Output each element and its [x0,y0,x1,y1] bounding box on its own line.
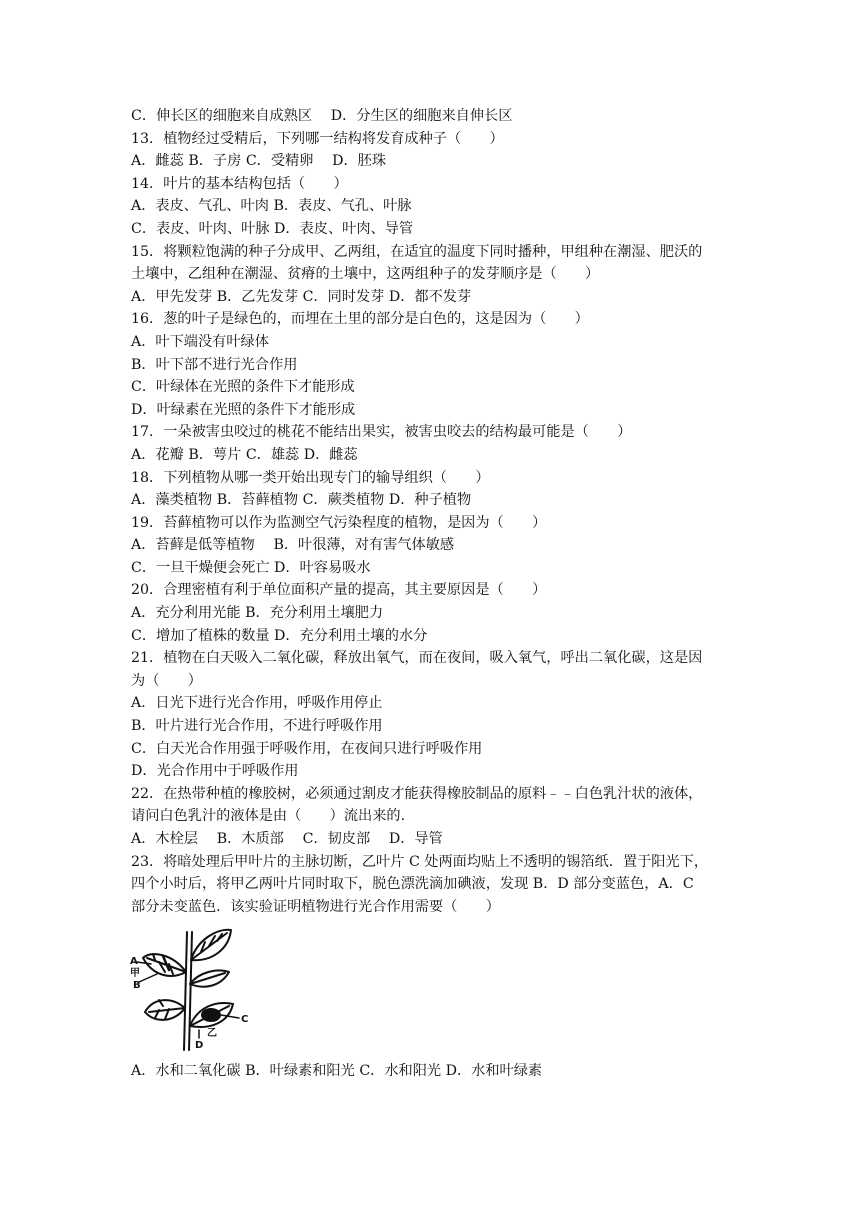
question-14: 14．叶片的基本结构包括（ ） [131,175,348,192]
option-line: D．光合作用中于呼吸作用 [131,763,299,780]
question-15: 15．将颗粒饱满的种子分成甲、乙两组，在适宜的温度下同时播种，甲组种在潮湿、肥沃的 [131,243,703,260]
option-line: A．充分利用光能 B．充分利用土壤肥力 [131,605,384,622]
option-line: C．增加了植株的数量 D．充分利用土壤的水分 [131,627,428,644]
option-line: C．白天光合作用强于呼吸作用，在夜间只进行呼吸作用 [131,740,483,757]
question-18: 18．下列植物从哪一类开始出现专门的输导组织（ ） [131,469,490,486]
option-line: C．一旦干燥便会死亡 D．叶容易吸水 [131,559,371,576]
option-line: A．水和二氧化碳 B．叶绿素和阳光 C．水和阳光 D．水和叶绿素 [131,1063,543,1080]
label-b: B [133,980,141,992]
label-d: D [195,1040,204,1052]
option-line: D．叶绿素在光照的条件下才能形成 [131,401,356,418]
option-line: A．藻类植物 B．苔藓植物 C．蕨类植物 D．种子植物 [131,492,472,509]
question-22-cont: 请问白色乳汁的液体是由（ ）流出来的. [131,808,406,825]
question-20: 20．合理密植有利于单位面积产量的提高，其主要原因是（ ） [131,582,547,599]
question-16: 16．葱的叶子是绿色的，而埋在土里的部分是白色的，这是因为（ ） [131,311,589,328]
question-13: 13．植物经过受精后，下列哪一结构将发育成种子（ ） [131,130,504,147]
label-c: C [241,1014,249,1026]
option-line: A．日光下进行光合作用，呼吸作用停止 [131,695,383,712]
option-line: B．叶片进行光合作用，不进行呼吸作用 [131,718,383,735]
label-jia: 甲 [130,968,140,980]
plant-leaf-figure [129,926,259,1054]
question-23-cont: 部分未变蓝色．该实验证明植物进行光合作用需要（ ） [131,898,500,915]
option-line: A．苔藓是低等植物 B．叶很薄，对有害气体敏感 [131,537,455,554]
option-line: A．甲先发芽 B．乙先发芽 C．同时发芽 D．都不发芽 [131,288,472,305]
question-17: 17．一朵被害虫咬过的桃花不能结出果实，被害虫咬去的结构最可能是（ ） [131,424,632,441]
option-line: A．花瓣 B．萼片 C．雄蕊 D．雌蕊 [131,446,358,463]
option-line: A．叶下端没有叶绿体 [131,333,269,350]
option-line: A．表皮、气孔、叶肉 B．表皮、气孔、叶脉 [131,198,412,215]
question-text [131,105,731,1083]
question-15-cont: 土壤中，乙组种在潮湿、贫瘠的土壤中，这两组种子的发芽顺序是（ ） [131,266,600,283]
question-23-cont: 四个小时后，将甲乙两叶片同时取下，脱色漂洗滴加碘液，发现 B．D 部分变蓝色，A．C [131,876,694,893]
stem-line [184,932,187,1050]
question-22: 22．在热带种植的橡胶树，必须通过割皮才能获得橡胶制品的原料﹣﹣白色乳汁状的液体， [131,785,703,802]
plant-diagram [129,926,259,1054]
question-21-cont: 为（ ） [131,672,202,689]
option-line: A．木栓层 B．木质部 C．韧皮部 D．导管 [131,831,443,847]
option-line: C．伸长区的细胞来自成熟区 D．分生区的细胞来自伸长区 [131,108,513,124]
option-line: C．叶绿体在光照的条件下才能形成 [131,379,355,396]
foil-region-c [202,1009,220,1021]
option-line: C．表皮、叶肉、叶脉 D．表皮、叶肉、导管 [131,220,414,237]
question-21: 21．植物在白天吸入二氧化碳，释放出氧气，而在夜间，吸入氧气，呼出二氧化碳，这是因 [131,650,703,667]
label-a: A [130,956,138,968]
option-line: B．叶下部不进行光合作用 [131,356,298,373]
label-yi: 乙 [207,1028,217,1040]
question-19: 19．苔藓植物可以作为监测空气污染程度的植物，是因为（ ） [131,514,547,531]
option-line: A．雌蕊 B．子房 C．受精卵 D．胚珠 [131,153,387,170]
question-23: 23．将暗处理后甲叶片的主脉切断，乙叶片 C 处两面均贴上不透明的锡箔纸．置于阳光下， [131,853,709,870]
